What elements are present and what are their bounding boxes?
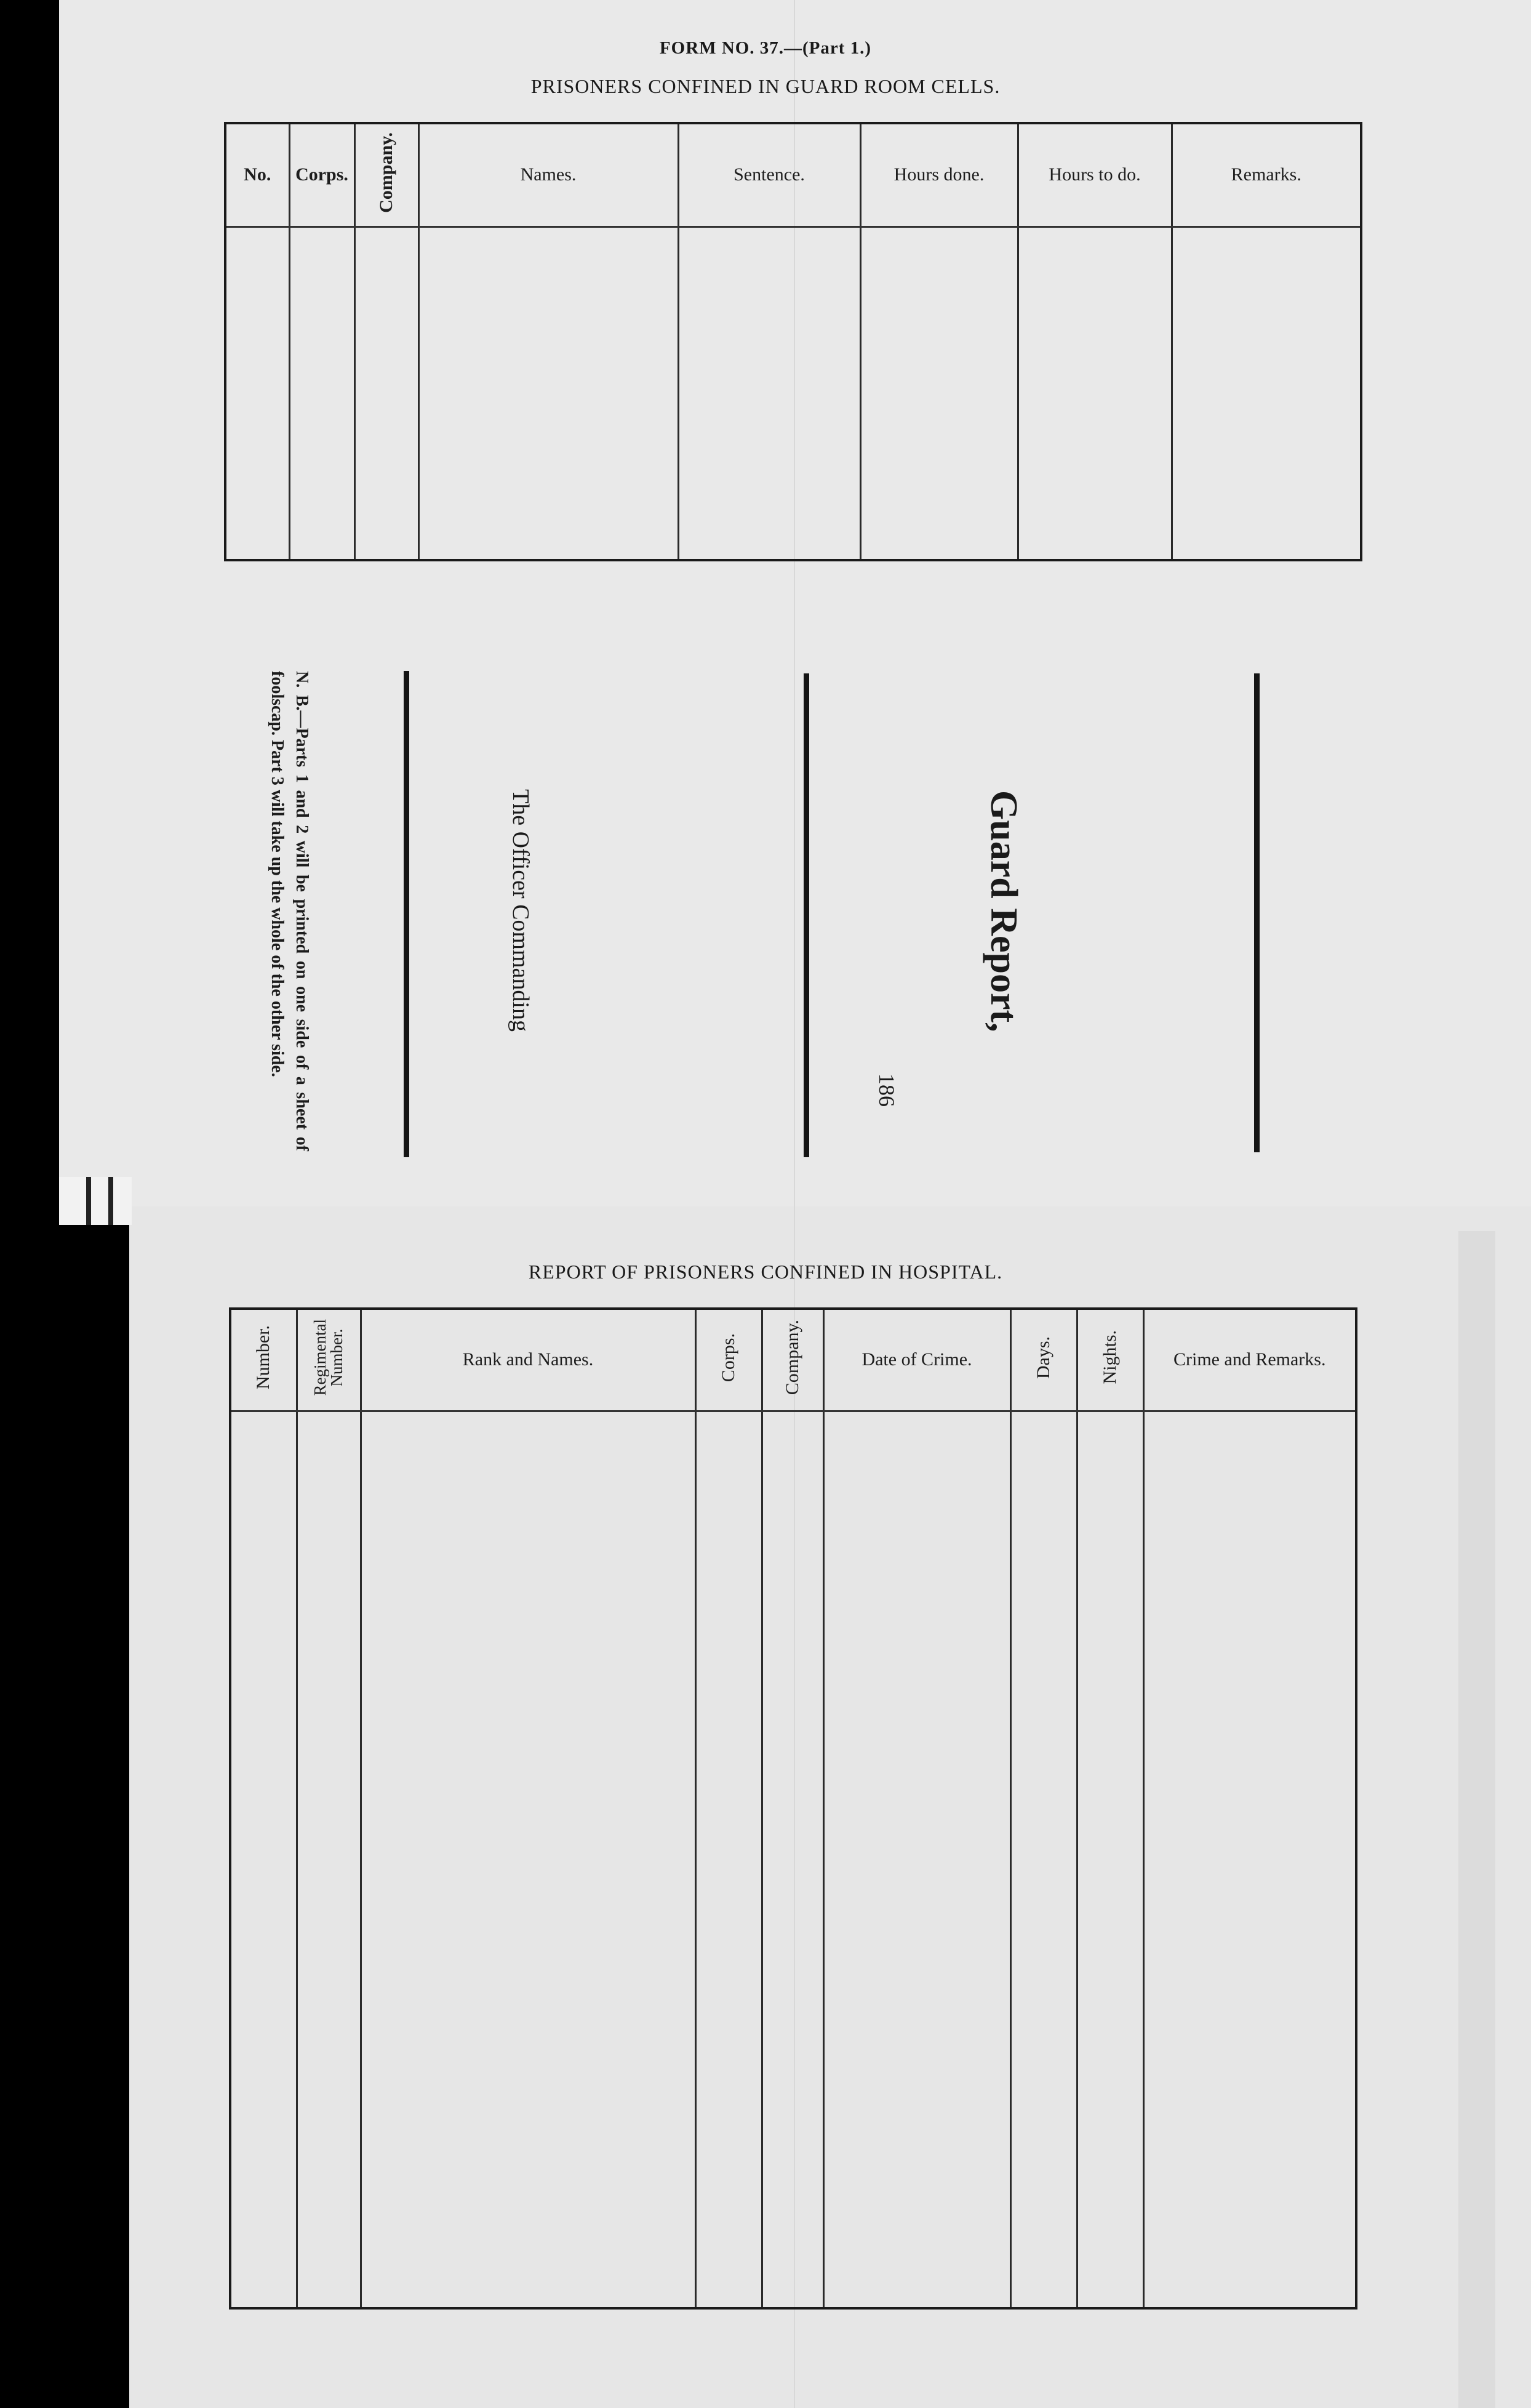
nights-label: Nights. xyxy=(1100,1330,1120,1384)
tear-mark xyxy=(108,1177,113,1225)
col-header-nights xyxy=(1077,1309,1143,1411)
company-label: Company. xyxy=(376,132,396,213)
days-label: Days. xyxy=(1033,1336,1053,1379)
col-header-sentence: Sentence. xyxy=(678,123,860,227)
print-note: N. B.—Parts 1 and 2 will be printed on one side of a sheet of foolscap. Part 3 will take up the whole of the other side. xyxy=(268,671,311,1151)
col-header-crime-and-remarks: Crime and Remarks. xyxy=(1143,1309,1356,1411)
col-header-hours-done: Hours done. xyxy=(860,123,1018,227)
divider-bar xyxy=(404,671,409,1157)
form-number: FORM NO. 37.—(Part 1.) xyxy=(659,38,872,58)
col-header-regimental-number xyxy=(297,1309,361,1411)
divider-bar xyxy=(804,673,809,1157)
col-header-hours-to-do: Hours to do. xyxy=(1018,123,1172,227)
year-label: 186 xyxy=(874,1074,899,1107)
divider-bar xyxy=(1254,673,1260,1152)
paper-edge-strip xyxy=(1458,1231,1495,2408)
hospital-prisoners-table xyxy=(229,1307,1357,2310)
tear-mark xyxy=(86,1177,91,1225)
corps-label: Corps. xyxy=(718,1333,738,1382)
company-label: Company. xyxy=(782,1320,802,1395)
guard-report-title: Guard Report, xyxy=(983,790,1025,1032)
col-header-number xyxy=(230,1309,297,1411)
col-header-company xyxy=(354,123,418,227)
col-header-corps xyxy=(695,1309,762,1411)
col-header-days xyxy=(1010,1309,1077,1411)
guard-room-cells-table xyxy=(224,122,1362,561)
regimental-number-label: Regimental Number. xyxy=(311,1319,346,1396)
number-label: Number. xyxy=(253,1325,274,1390)
col-header-no: No. xyxy=(225,123,289,227)
table-header-row xyxy=(225,123,1361,227)
paper-tear xyxy=(59,1177,132,1225)
hospital-table-title: REPORT OF PRISONERS CONFINED IN HOSPITAL. xyxy=(528,1261,1003,1283)
col-header-names: Names. xyxy=(418,123,678,227)
col-header-remarks: Remarks. xyxy=(1172,123,1361,227)
col-header-date-of-crime: Date of Crime. xyxy=(823,1309,1010,1411)
col-header-corps: Corps. xyxy=(289,123,354,227)
col-header-company xyxy=(762,1309,823,1411)
col-header-rank-and-names: Rank and Names. xyxy=(361,1309,695,1411)
table-header-row xyxy=(230,1309,1356,1411)
cells-table-title: PRISONERS CONFINED IN GUARD ROOM CELLS. xyxy=(530,75,1001,97)
table-row xyxy=(230,1411,1356,2308)
officer-commanding-label: The Officer Commanding xyxy=(508,789,534,1032)
table-row xyxy=(225,227,1361,560)
